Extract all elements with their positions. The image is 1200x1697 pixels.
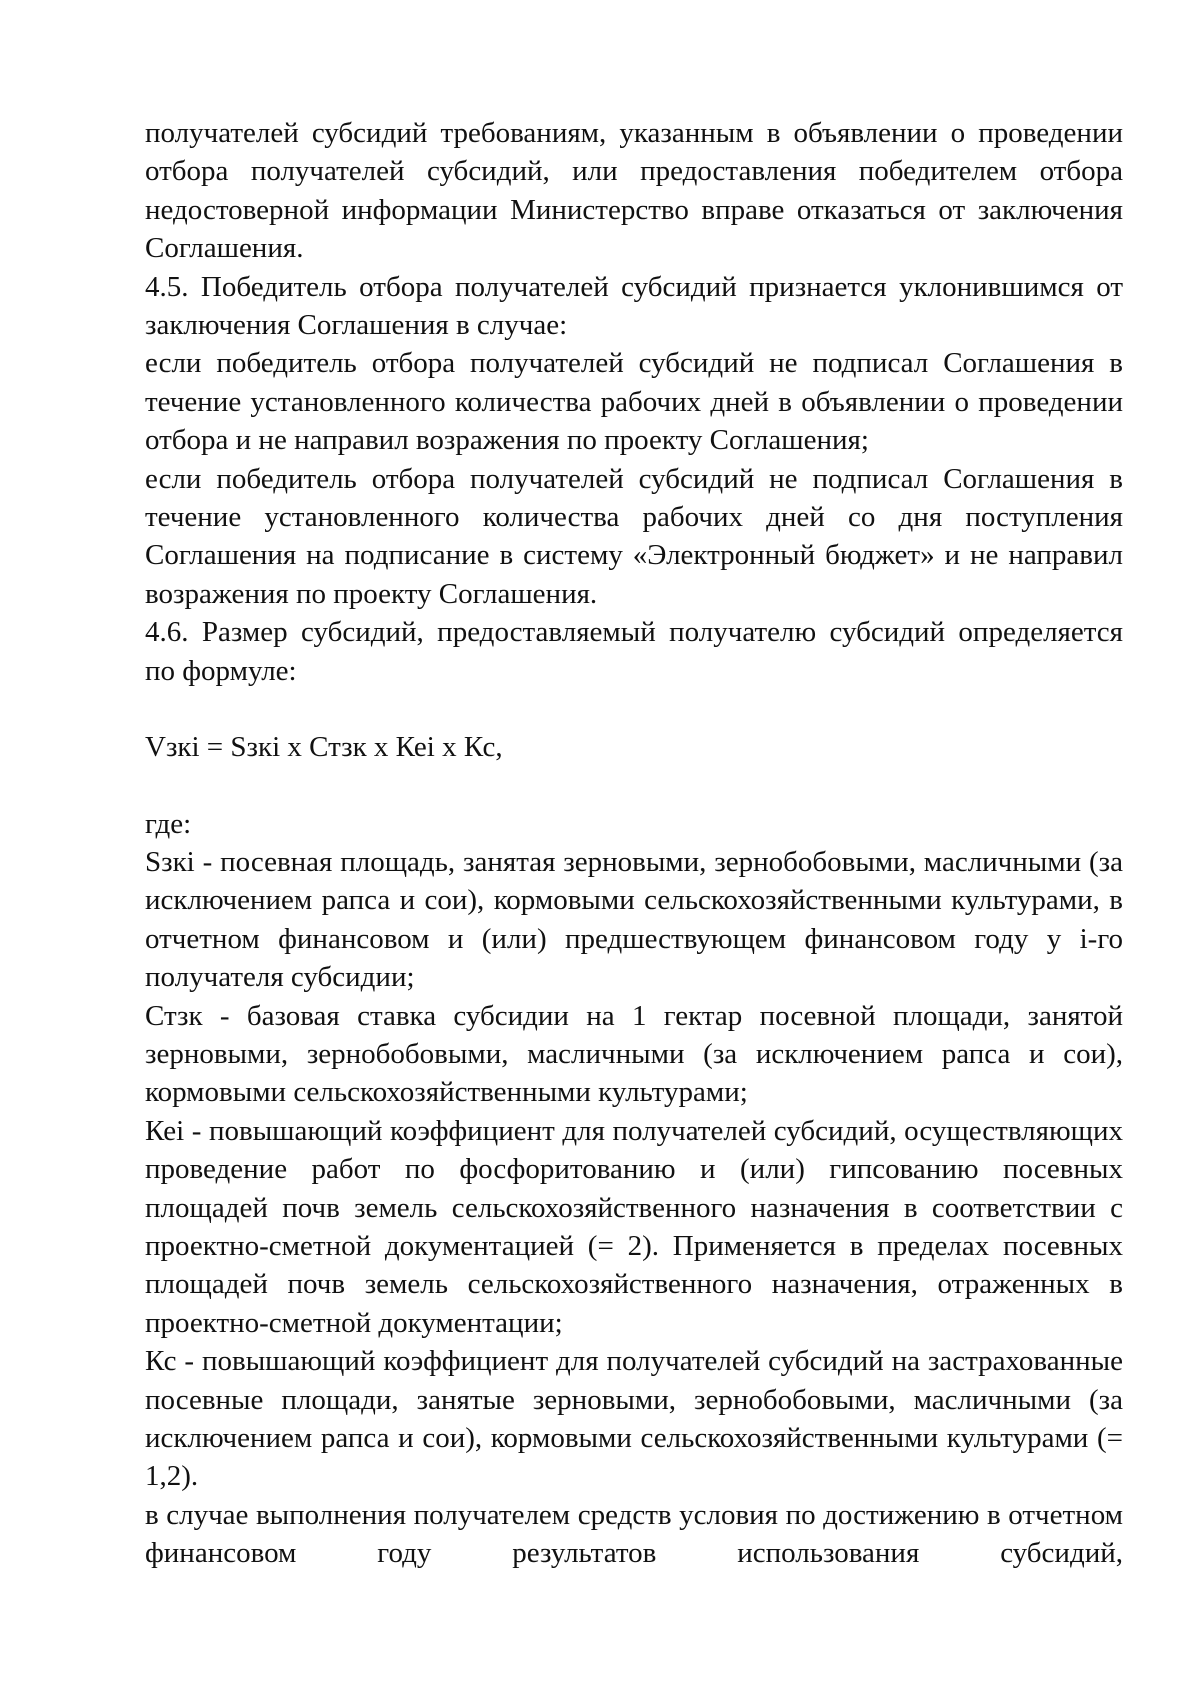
- spacer: [145, 767, 1123, 805]
- definition-kei: Кеi - повышающий коэффициент для получателей субсидий, осуществляющих проведение работ по фосфоритованию и (или) гипсованию посевных площадей почв земель сельскохозяйственного назначения в соответствии с проектно-сметной документацией (= 2). Применяется в пределах посевных площадей почв земель сельскохозяйственного назначения, отраженных в проектно-сметной документации;: [145, 1114, 1123, 1339]
- formula: Vзкi = Sзкi х Стзк х Кеi х Кс,: [145, 731, 503, 764]
- paragraph-case-2: если победитель отбора получателей субсидий не подписал Соглашения в течение установленного количества рабочих дней со дня поступления Соглашения на подписание в систему «Электронный бюджет» и не направил возражения по проекту Соглашения.: [145, 462, 1123, 610]
- paragraph-4-5: 4.5. Победитель отбора получателей субсидий признается уклонившимся от заключения Соглашения в случае:: [145, 270, 1123, 342]
- paragraph-condition: в случае выполнения получателем средств условия по достижению в отчетном финансовом году результатов использования субсидий,: [145, 1498, 1123, 1570]
- where-label: где:: [145, 807, 192, 840]
- document-page: [145, 114, 1123, 1573]
- definition-szki: Sзкi - посевная площадь, занятая зерновыми, зернобобовыми, масличными (за исключением рапса и сои), кормовыми сельскохозяйственными культурами, в отчетном финансовом и (или) предшествующем финансовом году у i-го получателя субсидии;: [145, 845, 1123, 994]
- definition-kc: Кс - повышающий коэффициент для получателей субсидий на застрахованные посевные площади, занятые зерновыми, зернобобовыми, масличными (за исключением рапса и сои), кормовыми сельскохозяйственными культурами (= 1,2).: [145, 1345, 1123, 1493]
- definition-stzk: Стзк - базовая ставка субсидии на 1 гектар посевной площади, занятой зерновыми, зернобобовыми, масличными (за исключением рапса и сои), кормовыми сельскохозяйственными культурами;: [145, 999, 1123, 1109]
- spacer: [145, 690, 1123, 728]
- paragraph-case-1: если победитель отбора получателей субсидий не подписал Соглашения в течение установленного количества рабочих дней в объявлении о проведении отбора и не направил возражения по проекту Соглашения;: [145, 347, 1123, 457]
- paragraph-4-6: 4.6. Размер субсидий, предоставляемый получателю субсидий определяется по формуле:: [145, 616, 1123, 687]
- paragraph-rejection: получателей субсидий требованиям, указанным в объявлении о проведении отбора получателей субсидий, или предоставления победителем отбора недостоверной информации Министерство вправе отказаться от заключения Соглашения.: [145, 117, 1123, 265]
